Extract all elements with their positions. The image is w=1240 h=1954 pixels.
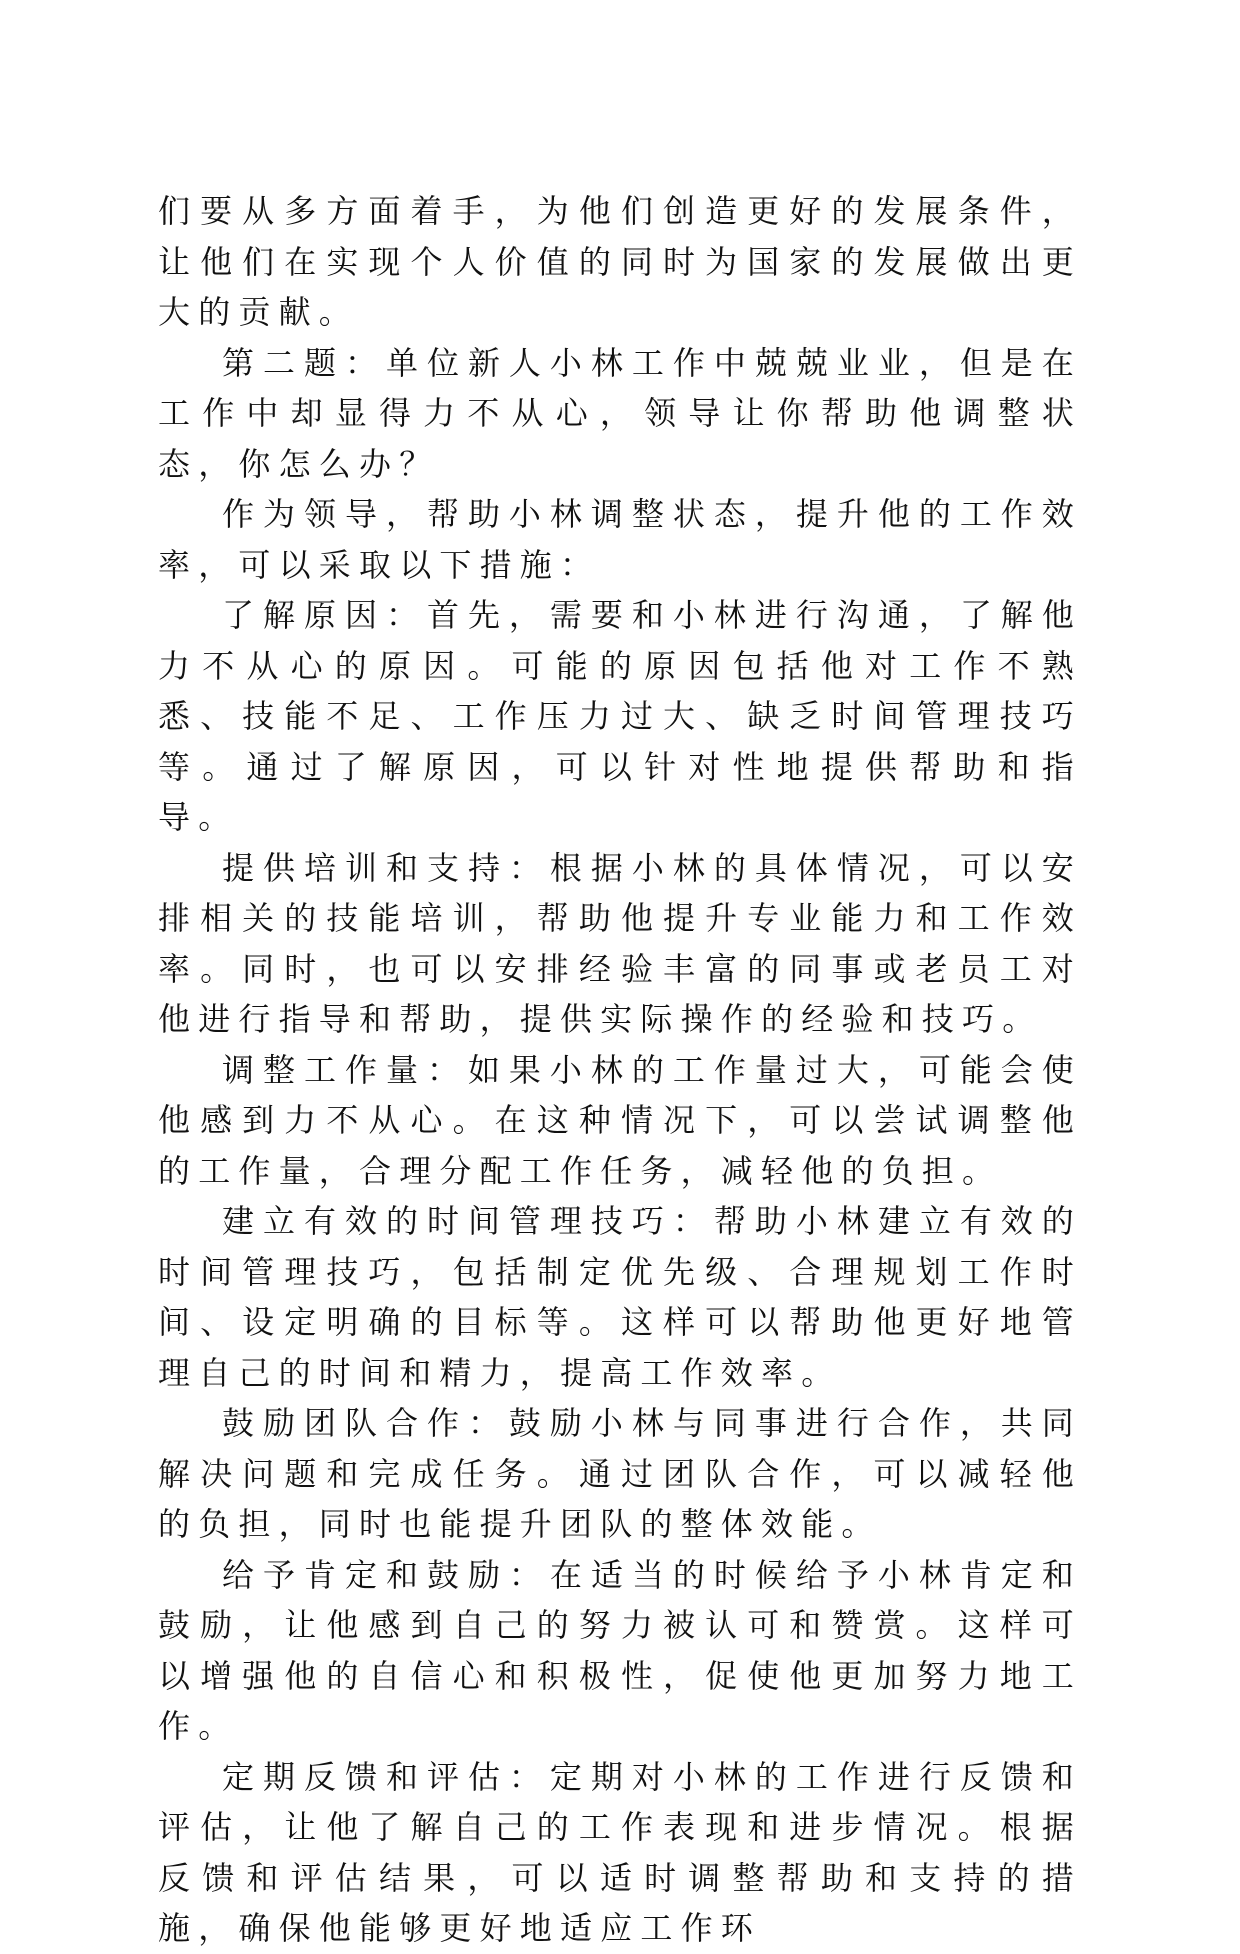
- paragraph-intro: 作为领导，帮助小林调整状态，提升他的工作效率，可以采取以下措施：: [158, 495, 1082, 584]
- paragraph-time-management: 建立有效的时间管理技巧：帮助小林建立有效的时间管理技巧，包括制定优先级、合理规划工作时间、设定明确的目标等。这样可以帮助他更好地管理自己的时间和精力，提高工作效率。: [158, 1202, 1082, 1392]
- paragraph-adjust-workload: 调整工作量：如果小林的工作量过大，可能会使他感到力不从心。在这种情况下，可以尝试调整他的工作量，合理分配工作任务，减轻他的负担。: [158, 1050, 1082, 1190]
- paragraph-understand-reasons: 了解原因：首先，需要和小林进行沟通，了解他力不从心的原因。可能的原因包括他对工作不熟悉、技能不足、工作压力过大、缺乏时间管理技巧等。通过了解原因，可以针对性地提供帮助和指导。: [158, 596, 1082, 836]
- paragraph-teamwork: 鼓励团队合作：鼓励小林与同事进行合作，共同解决问题和完成任务。通过团队合作，可以减轻他的负担，同时也能提升团队的整体效能。: [158, 1404, 1082, 1543]
- paragraph-question-two: 第二题：单位新人小林工作中兢兢业业，但是在工作中却显得力不从心，领导让你帮助他调整状态，你怎么办？: [158, 343, 1082, 483]
- paragraph-continuation: 们要从多方面着手，为他们创造更好的发展条件，让他们在实现个人价值的同时为国家的发展做出更大的贡献。: [158, 192, 1082, 331]
- paragraph-feedback: 定期反馈和评估：定期对小林的工作进行反馈和评估，让他了解自己的工作表现和进步情况。根据反馈和评估结果，可以适时调整帮助和支持的措施，确保他能够更好地适应工作环: [158, 1757, 1082, 1947]
- paragraph-encouragement: 给予肯定和鼓励：在适当的时候给予小林肯定和鼓励，让他感到自己的努力被认可和赞赏。这样可以增强他的自信心和积极性，促使他更加努力地工作。: [158, 1555, 1082, 1745]
- document-body: [158, 186, 1082, 1954]
- paragraph-training-support: 提供培训和支持：根据小林的具体情况，可以安排相关的技能培训，帮助他提升专业能力和工作效率。同时，也可以安排经验丰富的同事或老员工对他进行指导和帮助，提供实际操作的经验和技巧。: [158, 848, 1082, 1038]
